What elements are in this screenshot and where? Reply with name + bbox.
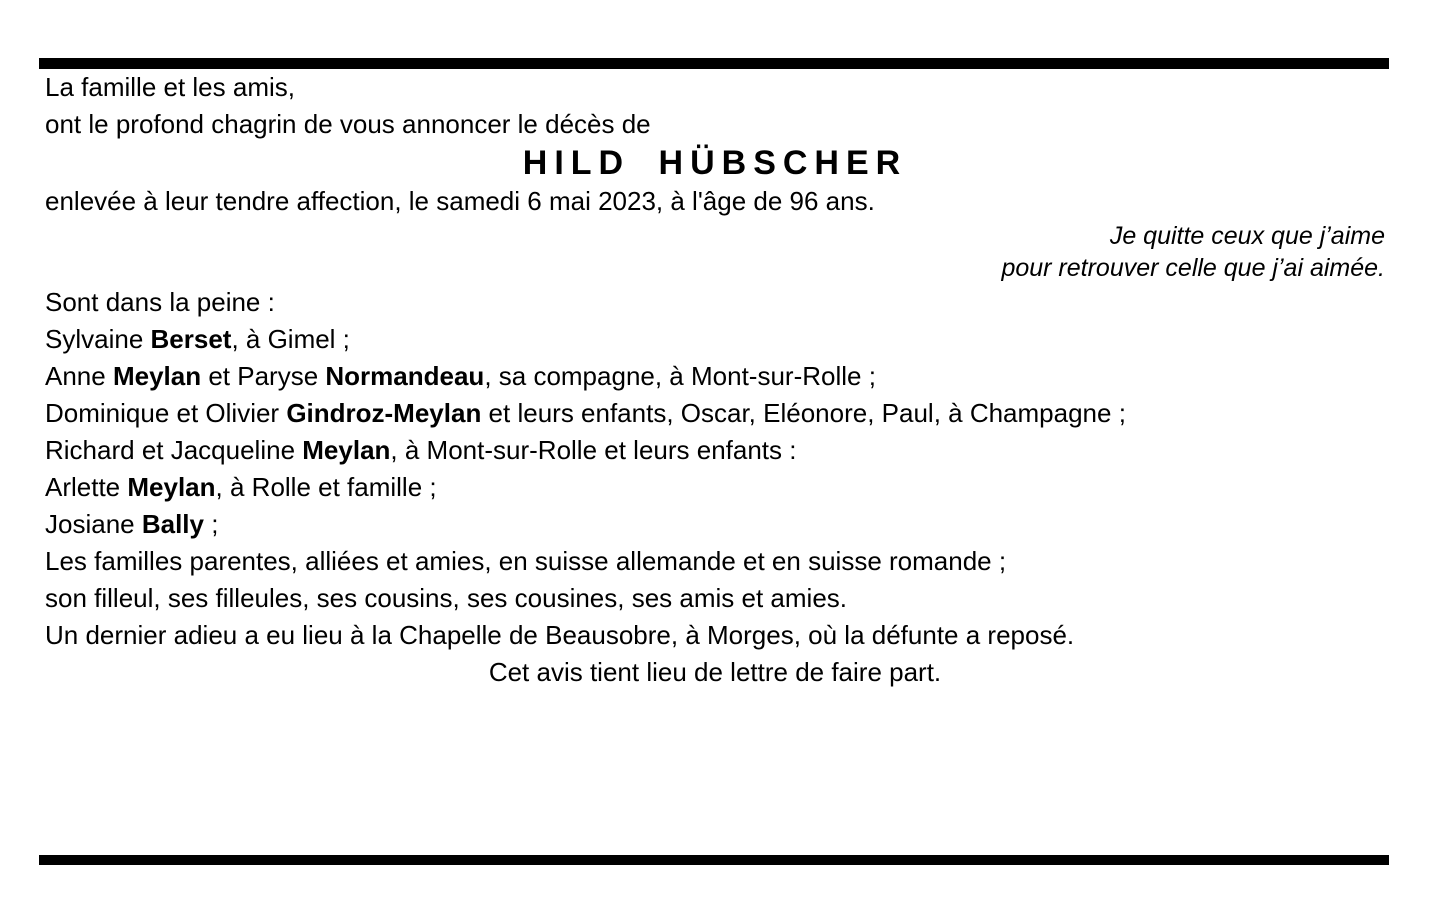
mourner-line: Richard et Jacqueline Meylan, à Mont-sur-Rolle et leurs enfants : bbox=[45, 435, 797, 465]
epitaph-line-1: Je quitte ceux que j’aime bbox=[1109, 222, 1385, 250]
epitaph-quote bbox=[45, 220, 1385, 284]
bottom-rule bbox=[39, 855, 1389, 865]
closing-note: Cet avis tient lieu de lettre de faire part. bbox=[488, 657, 942, 687]
mourners-section bbox=[45, 284, 1385, 617]
epitaph-line-2: pour retrouver celle que j’ai aimée. bbox=[1001, 254, 1385, 282]
mourner-line: Les familles parentes, alliées et amies, en suisse allemande et en suisse romande ; bbox=[45, 546, 1007, 576]
intro-line-1: La famille et les amis, bbox=[45, 72, 295, 102]
intro-paragraph bbox=[45, 69, 1385, 143]
intro-line-2: ont le profond chagrin de vous annoncer le décès de bbox=[45, 109, 651, 139]
farewell-note: Un dernier adieu a eu lieu à la Chapelle de Beausobre, à Morges, où la défunte a reposé. bbox=[45, 620, 1075, 650]
mourner-line: son filleul, ses filleules, ses cousins, ses cousines, ses amis et amies. bbox=[45, 583, 848, 613]
notice-content bbox=[45, 69, 1385, 691]
mourner-line: Arlette Meylan, à Rolle et famille ; bbox=[45, 472, 437, 502]
death-announcement: enlevée à leur tendre affection, le samedi 6 mai 2023, à l'âge de 96 ans. bbox=[45, 186, 875, 216]
mourners-heading: Sont dans la peine : bbox=[45, 287, 275, 317]
mourner-line: Dominique et Olivier Gindroz-Meylan et leurs enfants, Oscar, Eléonore, Paul, à Champagne ; bbox=[45, 398, 1126, 428]
mourners-list bbox=[45, 321, 1385, 617]
mourner-line: Josiane Bally ; bbox=[45, 509, 219, 539]
deceased-name: HILD HÜBSCHER bbox=[522, 144, 908, 182]
mourner-line: Sylvaine Berset, à Gimel ; bbox=[45, 324, 350, 354]
top-rule bbox=[39, 58, 1389, 69]
mourner-line: Anne Meylan et Paryse Normandeau, sa compagne, à Mont-sur-Rolle ; bbox=[45, 361, 876, 391]
